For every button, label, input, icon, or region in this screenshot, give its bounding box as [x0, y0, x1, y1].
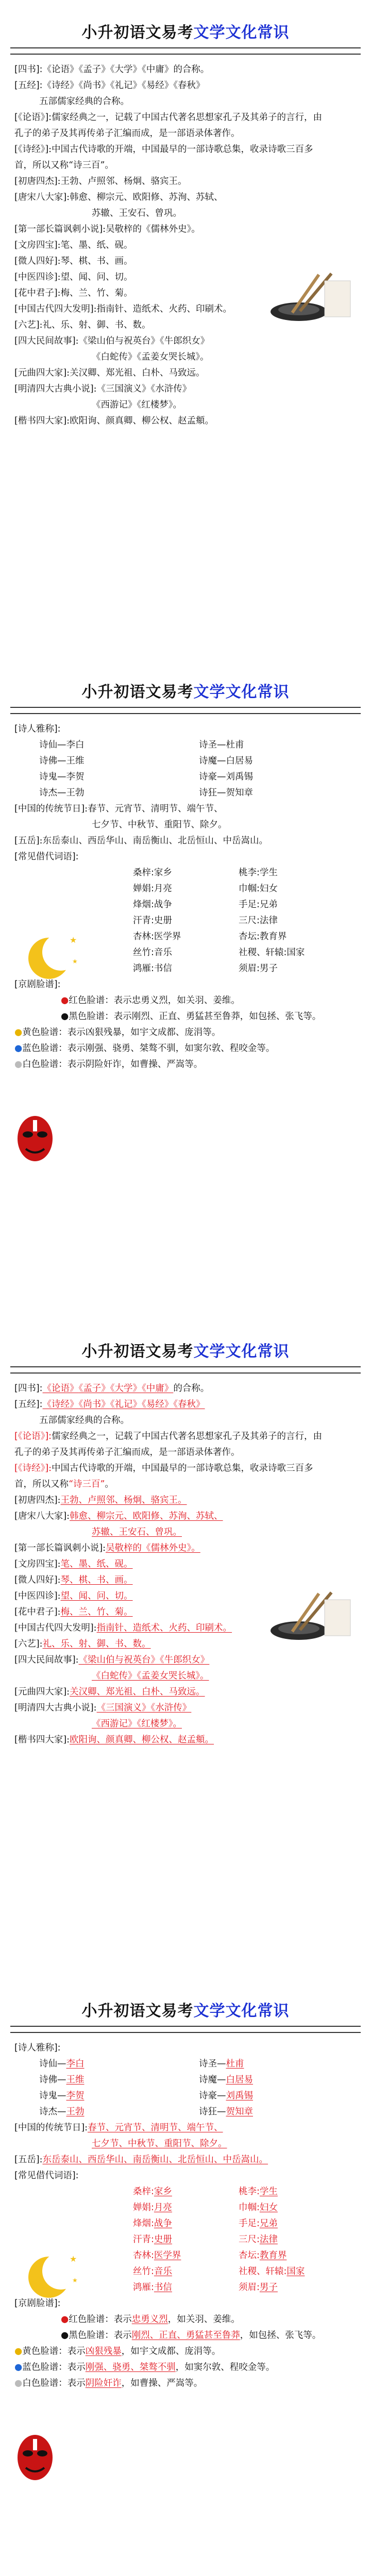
entry-zhongyi: [中医四诊]:望、闻、问、切。 — [14, 1591, 133, 1601]
title-divider — [10, 707, 361, 708]
page-literature-annotated — [0, 1978, 371, 2576]
entry-wuyue: [五岳]:东岳泰山、西岳华山、南岳衡山、北岳恒山、中岳嵩山。 — [14, 836, 268, 846]
entry-changpian: [第一部长篇讽刺小说]:吴敬梓的《儒林外史》。 — [14, 1543, 200, 1553]
entry-wuren: [微人四好]:琴、棋、书、画。 — [14, 256, 133, 266]
alias-row: 婵娟:月亮 巾帼:妇女 — [133, 2202, 278, 2213]
moon-icon — [21, 2246, 82, 2303]
opera-item-white: ●白色脸谱：表示阴险奸诈，如曹操、严嵩等。 — [14, 2378, 203, 2388]
opera-mask-icon — [15, 1113, 55, 1162]
page-culture-plain — [0, 0, 371, 659]
entry-minjian-cont: 《白蛇传》《孟姜女哭长城》。 — [92, 352, 209, 362]
entry-mingqing-cont: 《西游记》《红楼梦》。 — [92, 1719, 182, 1729]
entry-chutang: [初唐四杰]:王勃、卢照邻、杨炯、骆宾王。 — [14, 176, 187, 187]
opera-item-red: ●红色脸谱：表示忠勇义烈，如关羽、姜维。 — [61, 2314, 240, 2325]
poet-row: 诗杰—王勃 诗狂—贺知章 — [39, 2107, 253, 2117]
opera-item-blue: ●蓝色脸谱：表示刚强、骁勇、桀骜不驯，如窦尔敦、程咬金等。 — [14, 2362, 275, 2372]
culture-list — [14, 62, 357, 429]
svg-text:★: ★ — [70, 2254, 77, 2264]
title-divider — [10, 47, 361, 48]
opera-item-yellow: ●黄色脸谱：表示凶狠残暴，如宇文成都、庞涓等。 — [14, 2346, 221, 2357]
entry-aliases-label: [常见借代词语]: — [14, 2171, 79, 2181]
alias-row: 婵娟:月亮 巾帼:妇女 — [133, 884, 278, 894]
entry-festivals: [中国的传统节日]:春节、元宵节、清明节、端午节、 — [14, 804, 223, 814]
brush-inkstone-icon — [268, 1579, 356, 1646]
entry-yuanqu: [元曲四大家]:关汉卿、郑光祖、白朴、马致远。 — [14, 368, 205, 378]
entry-mingqing: [明清四大古典小说]:《三国演义》《水浒传》 — [14, 384, 192, 394]
entry-yuanqu: [元曲四大家]:关汉卿、郑光祖、白朴、马致远。 — [14, 1687, 205, 1697]
poet-row: 诗鬼—李贺 诗豪—刘禹锡 — [39, 2091, 253, 2101]
entry-wujing: [五经]:《诗经》《尚书》《礼记》《易经》《春秋》 — [14, 80, 205, 91]
entry-poets-label: [诗人雅称]: — [14, 724, 61, 734]
page-title: 小升初语文易考文学文化常识 — [81, 24, 290, 42]
entry-liuyi: [六艺]:礼、乐、射、御、书、数。 — [14, 320, 151, 330]
svg-text:★: ★ — [70, 935, 77, 945]
alias-row: 鸿雁:书信 须眉:男子 — [133, 2282, 278, 2293]
entry-wuren: [微人四好]:琴、棋、书、画。 — [14, 1575, 133, 1585]
entry-festivals-cont: 七夕节、中秋节、重阳节、除夕。 — [92, 820, 227, 830]
entry-minjian: [四大民间故事]:《梁山伯与祝英台》《牛郎织女》 — [14, 1655, 210, 1665]
entry-shijing: [《诗经》]:中国古代诗歌的开端，中国最早的一部诗歌总集，收录诗歌三百多首，所以又称“诗三百”。 — [14, 1463, 313, 1489]
entry-sishu: [四书]:《论语》《孟子》《大学》《中庸》的合称。 — [14, 1383, 210, 1394]
entry-kaishu: [楷书四大家]:欧阳询、颜真卿、柳公权、赵孟頫。 — [14, 1735, 214, 1745]
entry-wujing-tail: 五部儒家经典的合称。 — [39, 96, 129, 107]
alias-row: 烽烟:战争 手足:兄弟 — [133, 900, 278, 910]
poet-row: 诗佛—王维 诗魔—白居易 — [39, 756, 253, 766]
entry-huazhong: [花中君子]:梅、兰、竹、菊。 — [14, 288, 133, 298]
entry-wujing: [五经]:《诗经》《尚书》《礼记》《易经》《春秋》 — [14, 1399, 205, 1410]
entry-opera-label: [京剧脸谱]: — [14, 2298, 61, 2309]
alias-row: 鸿雁:书信 须眉:男子 — [133, 963, 278, 974]
entry-festivals-cont: 七夕节、中秋节、重阳节、除夕。 — [92, 2139, 227, 2149]
entry-mingqing-cont: 《西游记》《红楼梦》。 — [92, 400, 182, 410]
entry-minjian-cont: 《白蛇传》《孟姜女哭长城》。 — [92, 1671, 209, 1681]
entry-tangsong: [唐宋八大家]:韩愈、柳宗元、欧阳修、苏洵、苏轼、 — [14, 1511, 223, 1521]
page-culture-annotated — [0, 1319, 371, 1978]
title-divider — [10, 1366, 361, 1367]
entry-faming: [中国古代四大发明]:指南针、造纸术、火药、印刷术。 — [14, 1623, 232, 1633]
title-divider — [10, 713, 361, 714]
entry-wenfang: [文房四宝]:笔、墨、纸、砚。 — [14, 1559, 133, 1569]
poet-row: 诗鬼—李贺 诗豪—刘禹锡 — [39, 772, 253, 782]
entry-festivals: [中国的传统节日]:春节、元宵节、清明节、端午节、 — [14, 2123, 223, 2133]
title-divider — [10, 2026, 361, 2027]
page-title: 小升初语文易考文学文化常识 — [81, 1343, 290, 1361]
opera-item-yellow: ●黄色脸谱：表示凶狠残暴，如宇文成都、庞涓等。 — [14, 1027, 221, 1038]
alias-row: 汗青:史册 三尺:法律 — [133, 916, 278, 926]
opera-item-black: ●黑色脸谱：表示刚烈、正直、勇猛甚至鲁莽，如包拯、张飞等。 — [61, 2330, 322, 2341]
alias-row: 丝竹:音乐 社稷、轩辕:国家 — [133, 2266, 305, 2277]
entry-tangsong: [唐宋八大家]:韩愈、柳宗元、欧阳修、苏洵、苏轼、 — [14, 192, 223, 202]
svg-text:★: ★ — [72, 2277, 78, 2284]
entry-poets-label: [诗人雅称]: — [14, 2043, 61, 2053]
title-divider — [10, 1372, 361, 1374]
literature-list — [14, 721, 357, 1073]
entry-lunyu: [《论语》]:儒家经典之一，记载了中国古代著名思想家孔子及其弟子的言行，由孔子的弟子及其再传弟子汇编而成，是一部语录体著作。 — [14, 112, 323, 139]
alias-row: 桑梓:家乡 桃李:学生 — [133, 2187, 278, 2197]
alias-row: 杏林:医学界 杏坛:教育界 — [133, 2250, 287, 2261]
alias-row: 丝竹:音乐 社稷、轩辕:国家 — [133, 947, 305, 958]
poet-row: 诗佛—王维 诗魔—白居易 — [39, 2075, 253, 2085]
entry-liuyi: [六艺]:礼、乐、射、御、书、数。 — [14, 1639, 151, 1649]
entry-wuyue: [五岳]:东岳泰山、西岳华山、南岳衡山、北岳恒山、中岳嵩山。 — [14, 2155, 268, 2165]
entry-wujing-tail: 五部儒家经典的合称。 — [39, 1415, 129, 1426]
page-title: 小升初语文易考文学文化常识 — [81, 683, 290, 701]
entry-mingqing: [明清四大古典小说]:《三国演义》《水浒传》 — [14, 1703, 192, 1713]
page-title: 小升初语文易考文学文化常识 — [81, 2002, 290, 2020]
entry-minjian: [四大民间故事]:《梁山伯与祝英台》《牛郎织女》 — [14, 336, 210, 346]
poet-row: 诗仙—李白 诗圣—杜甫 — [39, 2059, 244, 2069]
entry-opera-label: [京剧脸谱]: — [14, 979, 61, 990]
opera-mask-icon — [15, 2432, 55, 2481]
entry-wenfang: [文房四宝]:笔、墨、纸、砚。 — [14, 240, 133, 250]
entry-tangsong-cont: 苏辙、王安石、曾巩。 — [92, 208, 182, 218]
entry-sishu: [四书]:《论语》《孟子》《大学》《中庸》的合称。 — [14, 64, 210, 75]
entry-tangsong-cont: 苏辙、王安石、曾巩。 — [92, 1527, 182, 1537]
entry-huazhong: [花中君子]:梅、兰、竹、菊。 — [14, 1607, 133, 1617]
moon-icon — [21, 927, 82, 984]
entry-changpian: [第一部长篇讽刺小说]:吴敬梓的《儒林外史》。 — [14, 224, 200, 234]
alias-row: 烽烟:战争 手足:兄弟 — [133, 2218, 278, 2229]
opera-item-black: ●黑色脸谱：表示刚烈、正直、勇猛甚至鲁莽，如包拯、张飞等。 — [61, 1011, 322, 1022]
entry-aliases-label: [常见借代词语]: — [14, 852, 79, 862]
title-divider — [10, 54, 361, 55]
alias-row: 桑梓:家乡 桃李:学生 — [133, 868, 278, 878]
page-literature-plain — [0, 659, 371, 1319]
alias-row: 杏林:医学界 杏坛:教育界 — [133, 931, 287, 942]
title-divider — [10, 2032, 361, 2033]
entry-lunyu: [《论语》]:儒家经典之一，记载了中国古代著名思想家孔子及其弟子的言行，由孔子的弟子及其再传弟子汇编而成，是一部语录体著作。 — [14, 1431, 323, 1458]
opera-item-white: ●白色脸谱：表示阴险奸诈，如曹操、严嵩等。 — [14, 1059, 203, 1070]
culture-list-annotated — [14, 1381, 357, 1748]
poet-row: 诗仙—李白 诗圣—杜甫 — [39, 740, 244, 750]
poet-row: 诗杰—王勃 诗狂—贺知章 — [39, 788, 253, 798]
entry-zhongyi: [中医四诊]:望、闻、问、切。 — [14, 272, 133, 282]
entry-chutang: [初唐四杰]:王勃、卢照邻、杨炯、骆宾王。 — [14, 1495, 187, 1505]
literature-list-annotated — [14, 2040, 357, 2392]
entry-faming: [中国古代四大发明]:指南针、造纸术、火药、印刷术。 — [14, 304, 232, 314]
entry-shijing: [《诗经》]:中国古代诗歌的开端，中国最早的一部诗歌总集，收录诗歌三百多首，所以又称“诗三百”。 — [14, 144, 313, 171]
entry-kaishu: [楷书四大家]:欧阳询、颜真卿、柳公权、赵孟頫。 — [14, 416, 214, 426]
brush-inkstone-icon — [268, 260, 356, 327]
opera-item-blue: ●蓝色脸谱：表示刚强、骁勇、桀骜不驯，如窦尔敦、程咬金等。 — [14, 1043, 275, 1054]
opera-item-red: ●红色脸谱：表示忠勇义烈，如关羽、姜维。 — [61, 995, 240, 1006]
alias-row: 汗青:史册 三尺:法律 — [133, 2234, 278, 2245]
svg-text:★: ★ — [72, 958, 78, 965]
